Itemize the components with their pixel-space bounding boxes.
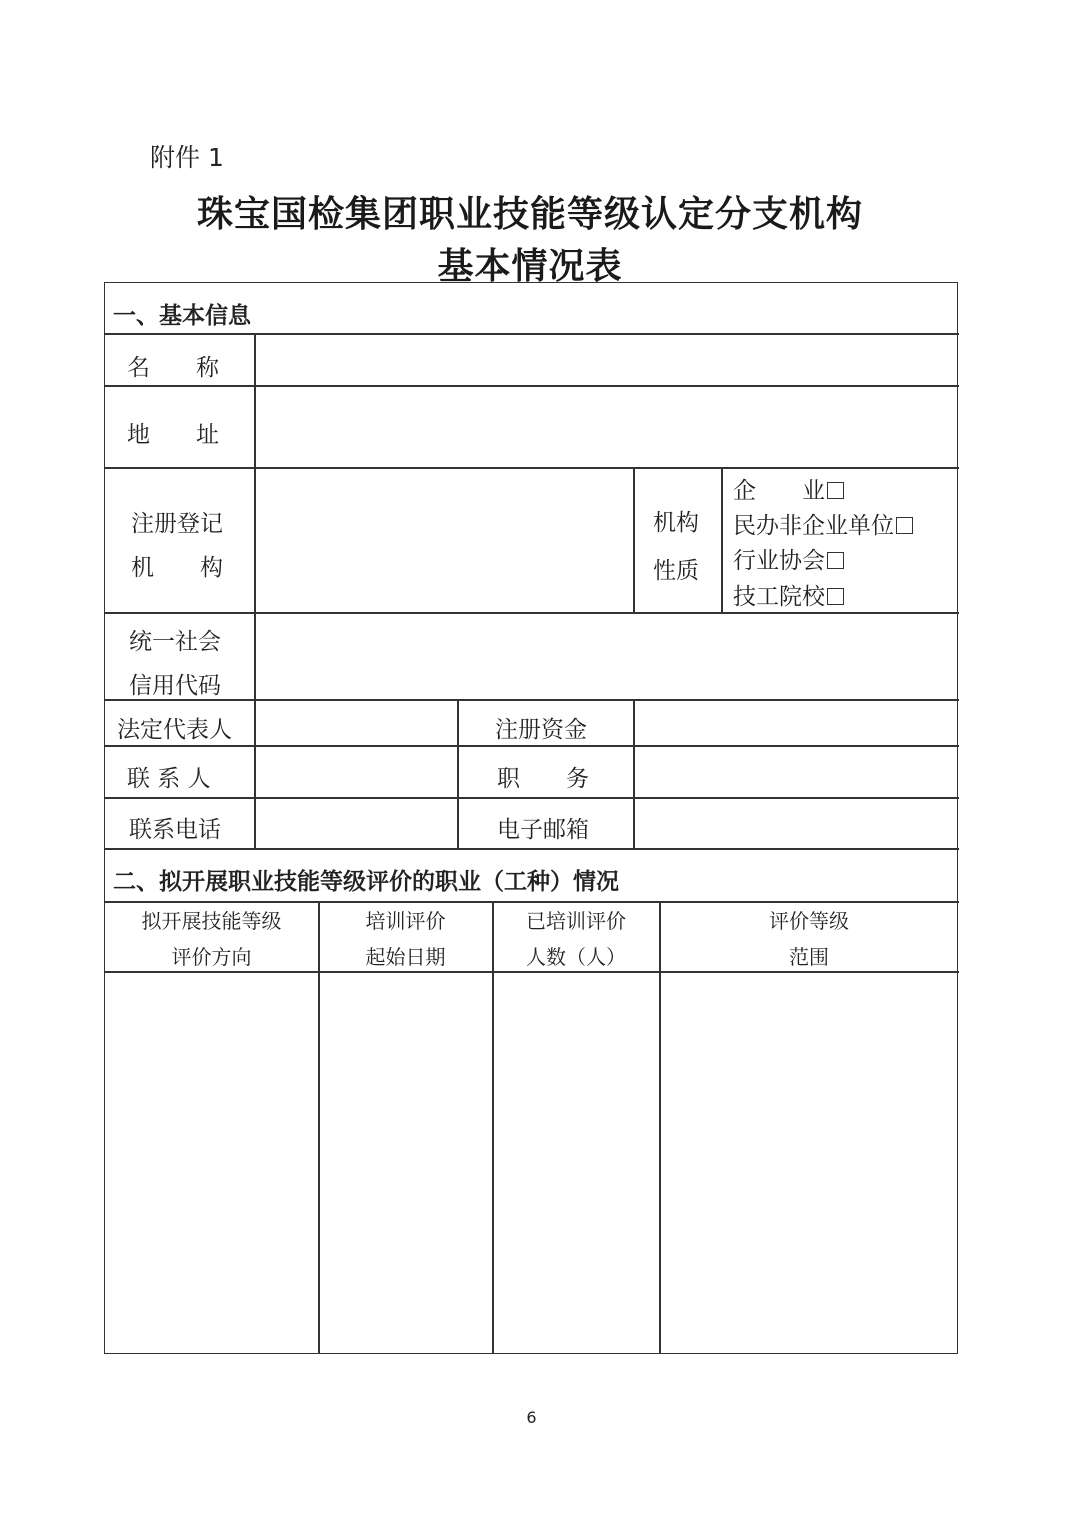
form-subtitle: 基本情况表 — [437, 246, 623, 287]
org-type-option-enterprise[interactable]: 企 业 — [733, 472, 844, 505]
credit-code-label-line2: 信用代码 — [129, 673, 221, 699]
name-label: 名 称 — [127, 355, 219, 381]
attachment-label: 附件 1 — [150, 143, 224, 172]
reg-capital-label: 注册资金 — [495, 717, 587, 743]
checkbox-enterprise[interactable] — [827, 482, 844, 499]
email-label: 电子邮箱 — [497, 817, 589, 843]
column-header-assessment-direction: 拟开展技能等级 评价方向 — [141, 909, 282, 969]
grade-range-cell[interactable] — [662, 975, 956, 1351]
section-occupation-title: 二、拟开展职业技能等级评价的职业（工种）情况 — [113, 869, 619, 895]
reg-org-label-line2: 机 构 — [131, 555, 223, 581]
phone-label: 联系电话 — [129, 817, 221, 843]
trained-count-cell[interactable] — [495, 975, 657, 1351]
start-date-cell[interactable] — [321, 975, 490, 1351]
assessment-direction-cell[interactable] — [107, 975, 316, 1351]
checkbox-technical-school[interactable] — [827, 588, 844, 605]
page-number: 6 — [526, 1408, 537, 1427]
reg-org-label-line1: 注册登记 — [131, 511, 223, 537]
org-type-option-industry-association[interactable]: 行业协会 — [733, 542, 844, 575]
checkbox-industry-association[interactable] — [827, 552, 844, 569]
org-type-label-line2: 性质 — [653, 558, 699, 584]
column-header-trained-count: 已培训评价 人数（人） — [526, 909, 626, 969]
form-title: 珠宝国检集团职业技能等级认定分支机构 — [196, 194, 863, 235]
legal-rep-label: 法定代表人 — [117, 717, 232, 743]
credit-code-label-line1: 统一社会 — [129, 629, 221, 655]
checkbox-private-non-enterprise[interactable] — [896, 517, 913, 534]
info-form-table — [104, 282, 958, 1354]
column-header-start-date: 培训评价 起始日期 — [365, 909, 446, 969]
org-type-option-private-non-enterprise[interactable]: 民办非企业单位 — [733, 507, 913, 540]
org-type-label-line1: 机构 — [653, 510, 699, 536]
column-header-grade-range: 评价等级 范围 — [769, 909, 849, 969]
address-label: 地 址 — [127, 422, 219, 448]
contact-person-label: 联 系 人 — [127, 766, 211, 792]
section-basic-info-title: 一、基本信息 — [113, 303, 251, 329]
position-label: 职 务 — [497, 766, 589, 792]
org-type-option-technical-school[interactable]: 技工院校 — [733, 578, 844, 611]
